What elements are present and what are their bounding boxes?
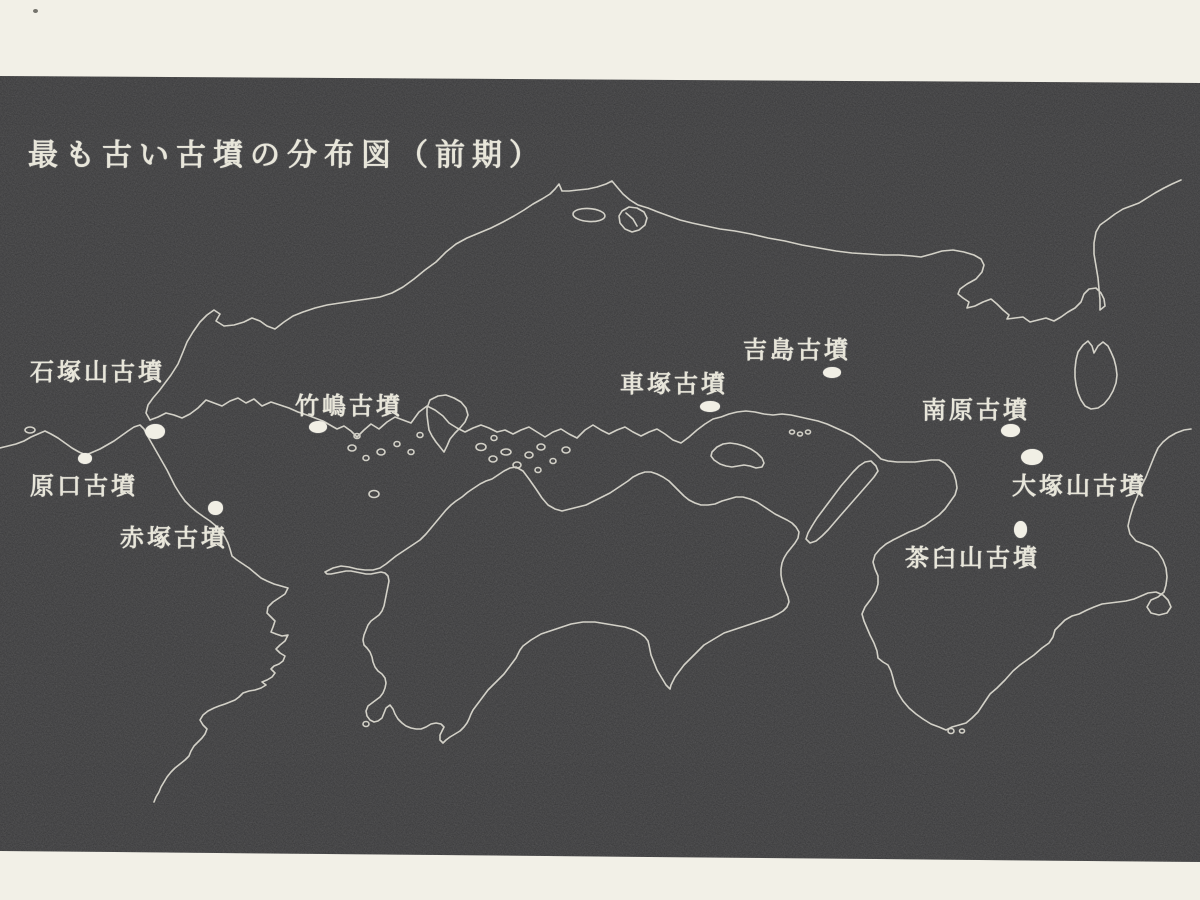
paper-speck <box>33 9 38 13</box>
kofun-site-dot <box>78 453 92 464</box>
kofun-site-dot <box>1014 521 1027 538</box>
kofun-site-dot <box>1021 449 1043 465</box>
kofun-site-label: 原口古墳 <box>30 473 138 500</box>
kofun-site-label: 吉島古墳 <box>743 337 851 364</box>
kofun-site-dot <box>309 421 327 433</box>
kofun-site-dot <box>208 501 223 515</box>
kofun-site-label: 竹嶋古墳 <box>295 393 403 420</box>
kofun-site-dot <box>145 424 165 439</box>
kofun-site-label: 車塚古墳 <box>620 371 728 398</box>
kofun-site-dot <box>700 401 720 412</box>
kofun-site-dot <box>823 367 841 378</box>
kofun-site-label: 茶臼山古墳 <box>905 545 1040 572</box>
kofun-site-label: 南原古墳 <box>922 397 1030 424</box>
kofun-site-dot <box>1001 424 1020 437</box>
kofun-site-label: 赤塚古墳 <box>120 525 228 552</box>
map-title: 最も古い古墳の分布図（前期） <box>28 139 546 172</box>
kofun-site-label: 大塚山古墳 <box>1012 473 1147 500</box>
kofun-site-label: 石塚山古墳 <box>30 359 165 386</box>
